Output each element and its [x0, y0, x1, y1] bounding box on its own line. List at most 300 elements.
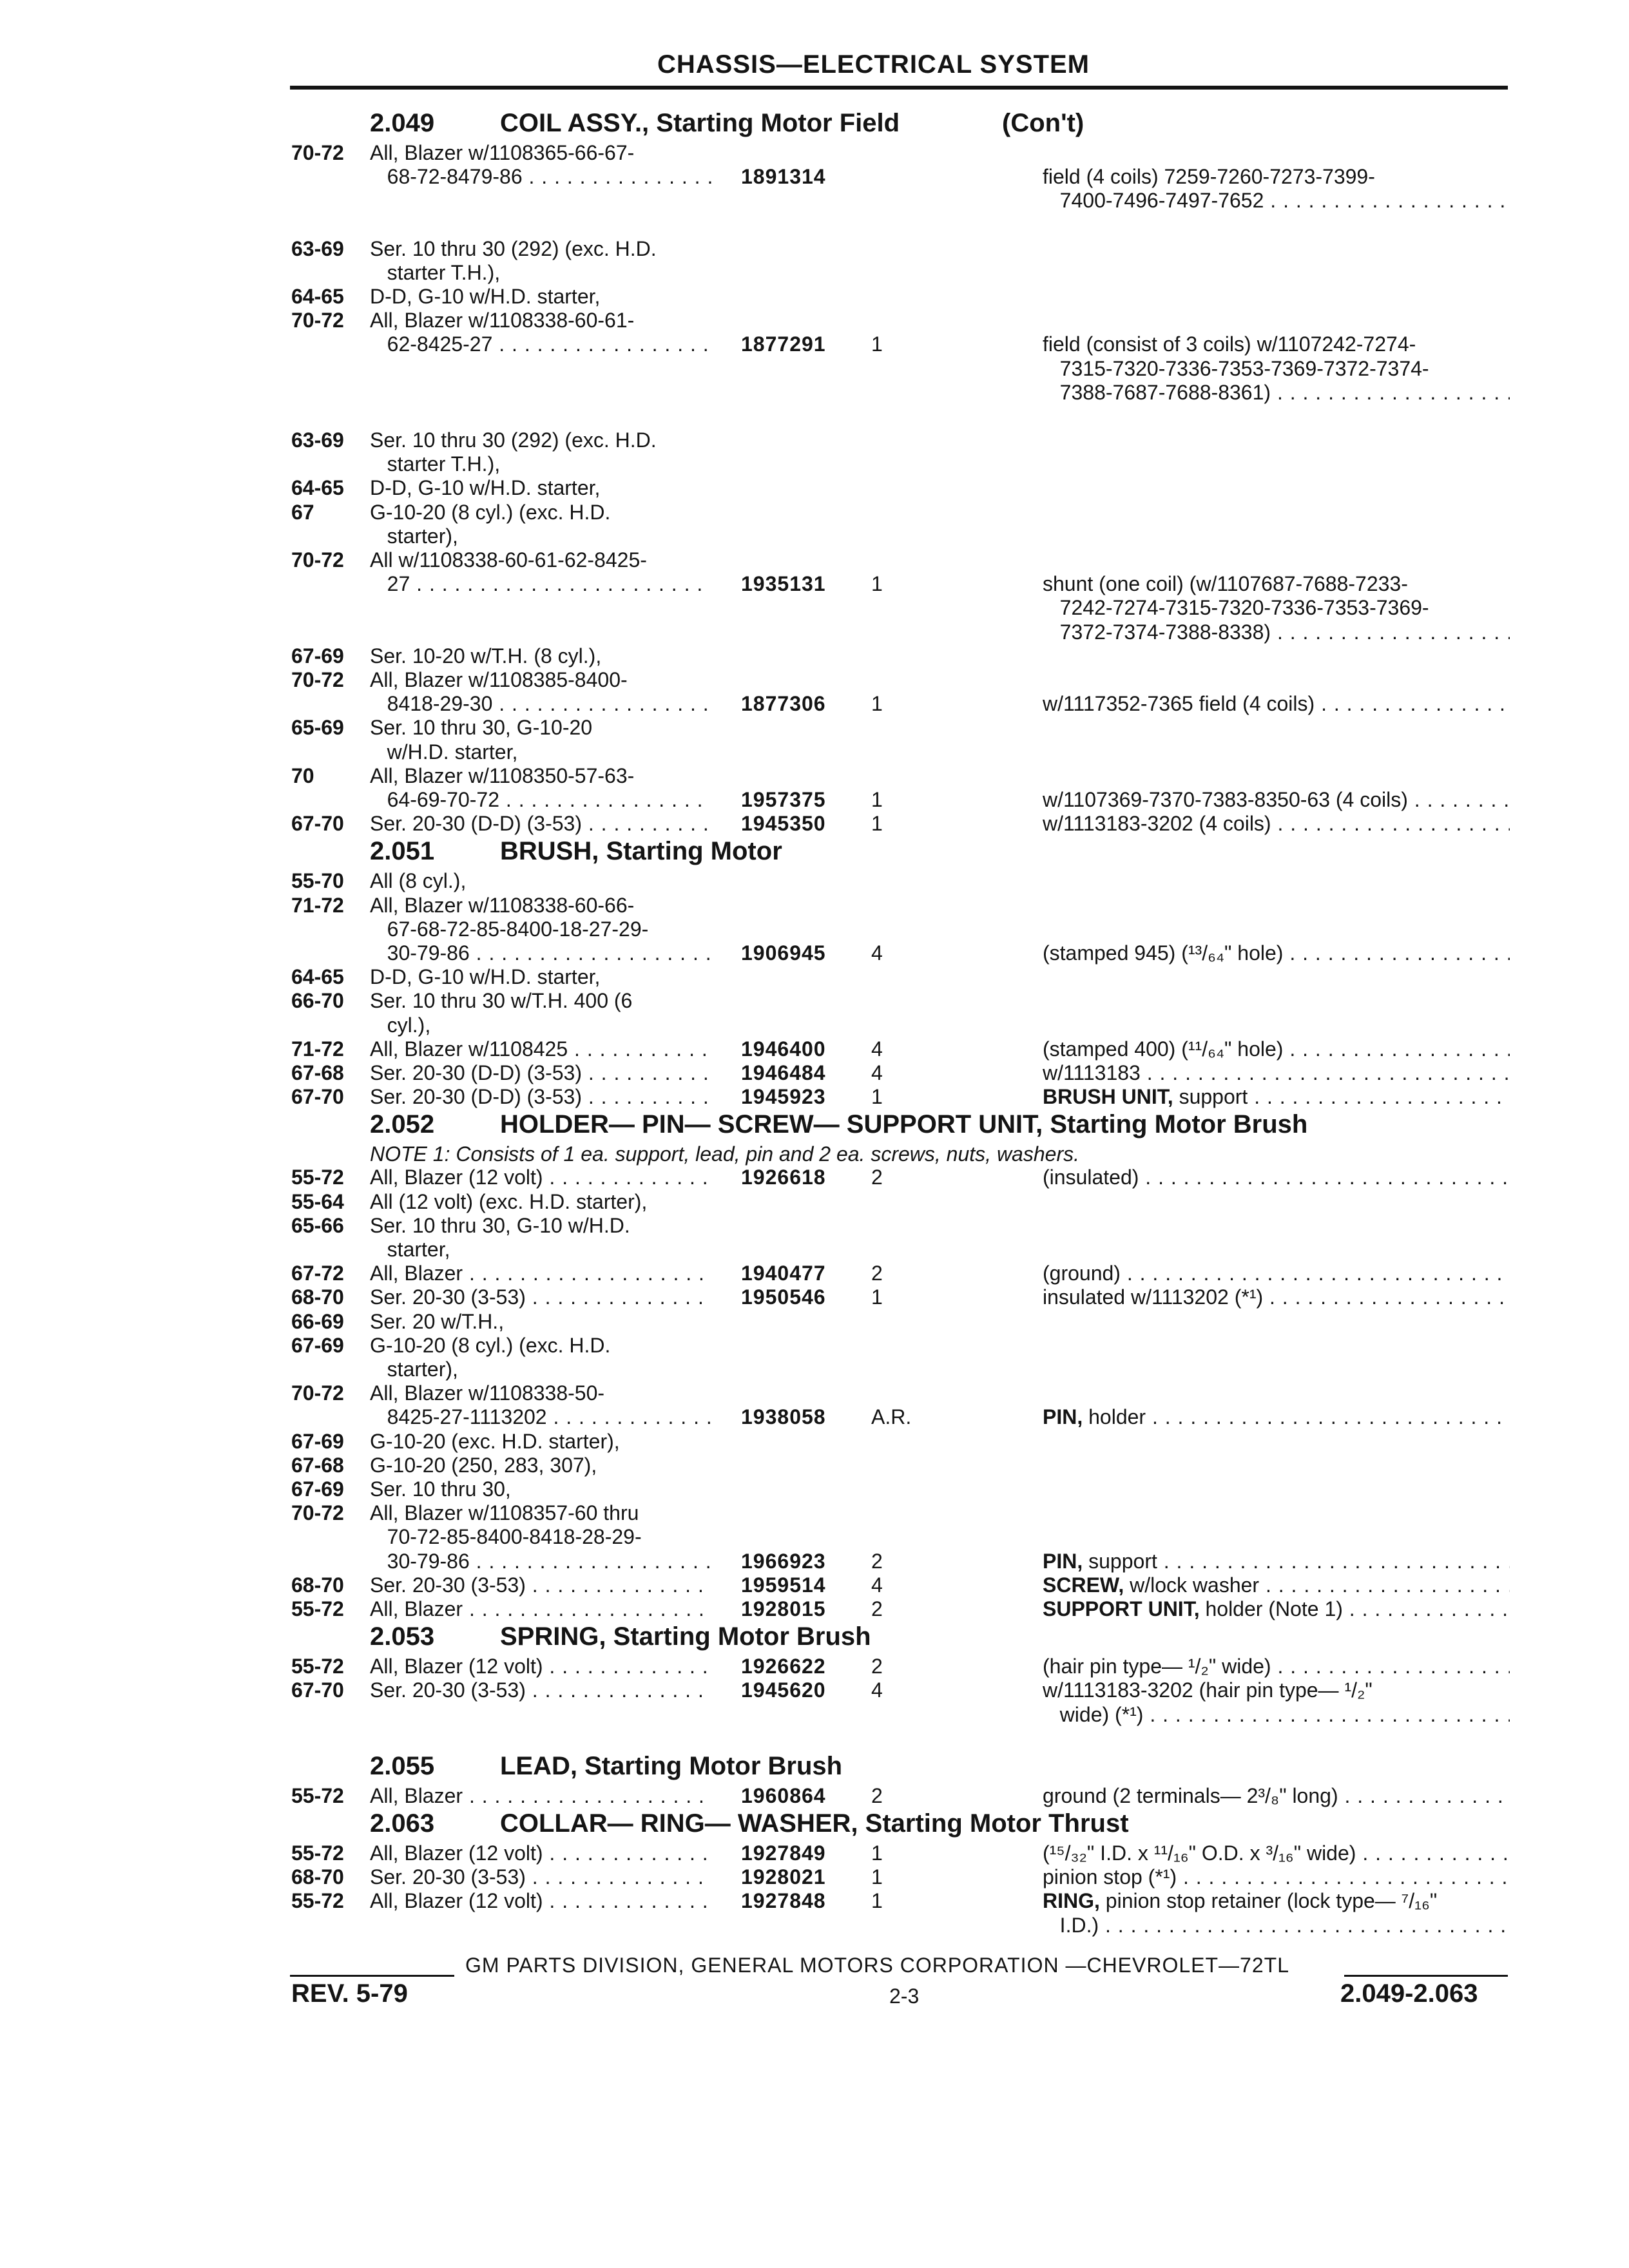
parts-row	[0, 620, 1629, 644]
note-text: NOTE 1: Consists of 1 ea. support, lead, pin and 2 ea. screws, nuts, washers.	[370, 1142, 1079, 1166]
application: All, Blazer w/1108357-60 thru	[370, 1501, 639, 1524]
application: 62-8425-27 . . .	[370, 332, 711, 356]
part-number: 1950546	[741, 1285, 826, 1309]
application: w/H.D. starter,	[370, 740, 518, 764]
description	[1043, 1549, 1510, 1573]
description-text: (hair pin type— ¹/₂" wide)	[1043, 1655, 1271, 1678]
description-text: w/1113183-3202 (4 coils)	[1043, 812, 1271, 835]
model-years: 64-65	[291, 965, 344, 988]
model-years: 67-69	[291, 1477, 344, 1501]
application: 30-79-86 . . .	[370, 1549, 711, 1573]
application: Ser. 20-30 (D-D) (3-53) . . .	[370, 811, 711, 836]
parts-row	[0, 1333, 1629, 1358]
model-years: 71-72	[291, 894, 344, 917]
quantity: 1	[871, 788, 883, 811]
description-term: PIN,	[1043, 1550, 1083, 1573]
application: Ser. 20-30 (3-53) . . .	[370, 1573, 711, 1597]
application: All, Blazer . . .	[370, 1597, 711, 1621]
description-text: pinion stop retainer (lock type— ⁷/₁₆"	[1099, 1889, 1438, 1912]
description-text: 7315-7320-7336-7353-7369-7372-7374-	[1043, 357, 1429, 380]
quantity: 4	[871, 1037, 883, 1061]
model-years: 70	[291, 764, 314, 787]
description-term: BRUSH UNIT,	[1043, 1085, 1173, 1108]
description-term: PIN,	[1043, 1405, 1083, 1428]
description	[1043, 164, 1510, 189]
description	[1043, 1888, 1510, 1913]
parts-row	[0, 284, 1629, 309]
part-number: 1935131	[741, 572, 826, 595]
parts-row	[0, 811, 1629, 836]
quantity: 1	[871, 572, 883, 595]
model-years: 55-70	[291, 869, 344, 892]
quantity: 1	[871, 1841, 883, 1865]
section-title: HOLDER— PIN— SCREW— SUPPORT UNIT, Starting Motor Brush	[500, 1110, 1308, 1139]
parts-row	[0, 1841, 1629, 1865]
part-number: 1877291	[741, 332, 826, 356]
description-text: insulated w/1113202 (*¹)	[1043, 1285, 1264, 1309]
model-years: 67-69	[291, 1430, 344, 1453]
quantity: 1	[871, 332, 883, 356]
application: G-10-20 (exc. H.D. starter),	[370, 1430, 620, 1453]
parts-row	[0, 1524, 1629, 1549]
section-title: BRUSH, Starting Motor	[500, 837, 782, 865]
application: 68-72-8479-86 . . .	[370, 164, 711, 189]
parts-row	[0, 260, 1629, 285]
quantity: 4	[871, 1061, 883, 1084]
model-years: 63-69	[291, 428, 344, 452]
parts-row	[0, 1084, 1629, 1109]
quantity: 4	[871, 1573, 883, 1597]
part-number: 1928015	[741, 1597, 826, 1620]
parts-row	[0, 893, 1629, 918]
part-number: 1940477	[741, 1262, 826, 1285]
application: All, Blazer w/1108350-57-63-	[370, 764, 635, 787]
description	[1043, 1702, 1510, 1727]
part-number: 1966923	[741, 1550, 826, 1573]
model-years: 70-72	[291, 309, 344, 332]
description	[1043, 1841, 1510, 1865]
model-years: 55-72	[291, 1166, 344, 1189]
parts-row	[0, 308, 1629, 332]
model-years: 55-72	[291, 1889, 344, 1912]
section-heading	[0, 1108, 1629, 1142]
description	[1043, 1084, 1510, 1109]
application: 64-69-70-72 . . .	[370, 787, 711, 812]
parts-row	[0, 452, 1629, 476]
section-note	[0, 1142, 1629, 1166]
description-text: w/1113183	[1043, 1061, 1141, 1084]
description-text: shunt (one coil) (w/1107687-7688-7233-	[1043, 572, 1408, 595]
parts-row	[0, 1309, 1629, 1334]
parts-row	[0, 356, 1629, 381]
application: All, Blazer . . .	[370, 1261, 711, 1285]
description	[1043, 1678, 1510, 1702]
description	[1043, 572, 1510, 596]
application: Ser. 20-30 (3-53) . . .	[370, 1285, 711, 1309]
parts-row	[0, 1165, 1629, 1189]
description-text: (ground)	[1043, 1262, 1121, 1285]
part-number: 1959514	[741, 1573, 826, 1597]
parts-row	[0, 1702, 1629, 1727]
application: Ser. 20 w/T.H.,	[370, 1310, 505, 1333]
section-heading	[0, 835, 1629, 869]
parts-row	[0, 668, 1629, 692]
parts-row	[0, 1357, 1629, 1381]
application: Ser. 10 thru 30,	[370, 1477, 511, 1501]
parts-row	[0, 1381, 1629, 1405]
description-text: (insulated)	[1043, 1166, 1139, 1189]
part-number: 1877306	[741, 692, 826, 715]
description-text: ground (2 terminals— 2³/₈" long)	[1043, 1784, 1338, 1807]
application: All, Blazer w/1108338-60-66-	[370, 894, 635, 917]
part-number: 1945923	[741, 1085, 826, 1108]
model-years: 68-70	[291, 1285, 344, 1309]
quantity: 1	[871, 812, 883, 835]
description	[1043, 1165, 1510, 1189]
description-text: field (consist of 3 coils) w/1107242-7274-	[1043, 332, 1416, 356]
description	[1043, 332, 1510, 356]
model-years: 65-69	[291, 716, 344, 739]
description	[1043, 595, 1510, 620]
section-number: 2.053	[370, 1622, 435, 1651]
parts-row	[0, 1189, 1629, 1214]
application: All, Blazer w/1108365-66-67-	[370, 141, 635, 164]
part-number: 1891314	[741, 165, 826, 188]
parts-row	[0, 1405, 1629, 1429]
section-heading	[0, 1750, 1629, 1783]
section-heading	[0, 107, 1629, 140]
part-number: 1927849	[741, 1841, 826, 1865]
part-number: 1945620	[741, 1678, 826, 1702]
description-text: (stamped 400) (¹¹/₆₄" hole)	[1043, 1037, 1284, 1061]
description	[1043, 356, 1510, 381]
model-years: 63-69	[291, 237, 344, 260]
section-title: COIL ASSY., Starting Motor Field	[500, 109, 900, 137]
application: Ser. 10 thru 30, G-10 w/H.D.	[370, 1214, 630, 1237]
application: All, Blazer . . .	[370, 1783, 711, 1808]
footer-page-number: 2-3	[889, 1984, 920, 2008]
application: All, Blazer w/1108338-50-	[370, 1381, 605, 1405]
application: 67-68-72-85-8400-18-27-29-	[370, 918, 649, 941]
application: All, Blazer (12 volt) . . .	[370, 1654, 711, 1678]
description	[1043, 1061, 1510, 1085]
application: D-D, G-10 w/H.D. starter,	[370, 965, 601, 988]
description-text: w/1113183-3202 (hair pin type— ¹/₂"	[1043, 1678, 1373, 1702]
parts-row	[0, 764, 1629, 788]
parts-row	[0, 1285, 1629, 1309]
section-number: 2.055	[370, 1752, 435, 1780]
application: Ser. 10-20 w/T.H. (8 cyl.),	[370, 644, 602, 668]
model-years: 66-69	[291, 1310, 344, 1333]
application: Ser. 10 thru 30 (292) (exc. H.D.	[370, 237, 657, 260]
quantity: 2	[871, 1655, 883, 1678]
quantity: 2	[871, 1262, 883, 1285]
parts-row	[0, 691, 1629, 716]
application: 27 . . .	[370, 572, 711, 596]
parts-row	[0, 1237, 1629, 1262]
part-number: 1926618	[741, 1166, 826, 1189]
description-text: wide) (*¹)	[1043, 1703, 1144, 1726]
description-text: holder	[1083, 1405, 1146, 1428]
application: All w/1108338-60-61-62-8425-	[370, 548, 647, 572]
part-number: 1906945	[741, 941, 826, 965]
section-continued: (Con't)	[1002, 109, 1084, 137]
application: Ser. 20-30 (3-53) . . .	[370, 1678, 711, 1702]
quantity: 4	[871, 1678, 883, 1702]
application: 8418-29-30 . . .	[370, 691, 711, 716]
application: G-10-20 (250, 283, 307),	[370, 1454, 597, 1477]
parts-row	[0, 476, 1629, 500]
model-years: 67-69	[291, 1334, 344, 1357]
description-text: support	[1083, 1550, 1157, 1573]
description-text: 7388-7687-7688-8361)	[1043, 381, 1271, 404]
application: starter),	[370, 1358, 458, 1381]
part-number: 1945350	[741, 812, 826, 835]
description	[1043, 1597, 1510, 1621]
description	[1043, 620, 1510, 644]
description	[1043, 1573, 1510, 1597]
description-text: w/1117352-7365 field (4 coils)	[1043, 692, 1315, 715]
parts-row	[0, 1913, 1629, 1937]
model-years: 67-70	[291, 1678, 344, 1702]
description-text: (stamped 945) (¹³/₆₄" hole)	[1043, 941, 1284, 965]
application: G-10-20 (8 cyl.) (exc. H.D.	[370, 501, 611, 524]
parts-row	[0, 548, 1629, 572]
description	[1043, 787, 1510, 812]
description	[1043, 811, 1510, 836]
parts-row	[0, 1477, 1629, 1501]
parts-row	[0, 1888, 1629, 1913]
model-years: 70-72	[291, 668, 344, 691]
parts-row	[0, 787, 1629, 812]
application: cyl.),	[370, 1014, 431, 1037]
description	[1043, 691, 1510, 716]
parts-row	[0, 1783, 1629, 1808]
model-years: 55-72	[291, 1655, 344, 1678]
parts-row	[0, 332, 1629, 356]
description	[1043, 1654, 1510, 1678]
application: starter T.H.),	[370, 452, 501, 476]
description	[1043, 188, 1510, 213]
parts-row	[0, 1549, 1629, 1573]
application: All, Blazer w/1108385-8400-	[370, 668, 628, 691]
application: All, Blazer w/1108425 . . .	[370, 1037, 711, 1061]
quantity: A.R.	[871, 1405, 912, 1428]
part-number: 1960864	[741, 1784, 826, 1807]
application: All, Blazer w/1108338-60-61-	[370, 309, 635, 332]
application: Ser. 20-30 (3-53) . . .	[370, 1865, 711, 1889]
model-years: 70-72	[291, 141, 344, 164]
section-title: LEAD, Starting Motor Brush	[500, 1752, 843, 1780]
description-text: w/1107369-7370-7383-8350-63 (4 coils)	[1043, 788, 1408, 811]
description-text: (¹⁵/₃₂" I.D. x ¹¹/₁₆" O.D. x ³/₁₆" wide)	[1043, 1841, 1356, 1865]
model-years: 70-72	[291, 548, 344, 572]
parts-row	[0, 941, 1629, 965]
footer-rule-right	[1344, 1975, 1508, 1977]
parts-row	[0, 500, 1629, 524]
part-number: 1938058	[741, 1405, 826, 1428]
parts-row	[0, 1013, 1629, 1037]
description-term: SCREW,	[1043, 1573, 1124, 1597]
quantity: 1	[871, 1085, 883, 1108]
model-years: 65-66	[291, 1214, 344, 1237]
application: All, Blazer (12 volt) . . .	[370, 1888, 711, 1913]
parts-row	[0, 988, 1629, 1013]
description-text: 7372-7374-7388-8338)	[1043, 620, 1271, 644]
model-years: 55-64	[291, 1190, 344, 1213]
model-years: 67-68	[291, 1061, 344, 1084]
model-years: 55-72	[291, 1841, 344, 1865]
description	[1043, 1285, 1510, 1309]
footer-section-range: 2.049-2.063	[1340, 1979, 1478, 2008]
quantity: 2	[871, 1784, 883, 1807]
application: 8425-27-1113202 . . .	[370, 1405, 711, 1429]
section-number: 2.051	[370, 837, 435, 865]
parts-row	[0, 1453, 1629, 1477]
parts-row	[0, 140, 1629, 165]
footer-rule-left	[290, 1975, 454, 1977]
quantity: 4	[871, 941, 883, 965]
parts-row	[0, 236, 1629, 261]
quantity: 2	[871, 1166, 883, 1189]
description-text: support	[1173, 1085, 1248, 1108]
part-number: 1946400	[741, 1037, 826, 1061]
parts-row	[0, 428, 1629, 452]
parts-row	[0, 1037, 1629, 1061]
application: Ser. 10 thru 30 (292) (exc. H.D.	[370, 428, 657, 452]
application: Ser. 20-30 (D-D) (3-53) . . .	[370, 1084, 711, 1109]
quantity: 2	[871, 1550, 883, 1573]
parts-row	[0, 595, 1629, 620]
description	[1043, 1261, 1510, 1285]
part-number: 1946484	[741, 1061, 826, 1084]
description	[1043, 1037, 1510, 1061]
parts-row	[0, 524, 1629, 548]
model-years: 71-72	[291, 1037, 344, 1061]
description-text: w/lock washer	[1124, 1573, 1260, 1597]
model-years: 67-72	[291, 1262, 344, 1285]
quantity: 1	[871, 692, 883, 715]
application: D-D, G-10 w/H.D. starter,	[370, 285, 601, 308]
description-text: 7242-7274-7315-7320-7336-7353-7369-	[1043, 596, 1429, 619]
parts-row	[0, 572, 1629, 596]
description	[1043, 1865, 1510, 1889]
parts-row	[0, 965, 1629, 989]
description-term: SUPPORT UNIT,	[1043, 1597, 1200, 1620]
description	[1043, 1783, 1510, 1808]
model-years: 70-72	[291, 1381, 344, 1405]
quantity: 1	[871, 1285, 883, 1309]
model-years: 67-68	[291, 1454, 344, 1477]
parts-row	[0, 1597, 1629, 1621]
description-term: RING,	[1043, 1889, 1100, 1912]
parts-row	[0, 188, 1629, 213]
parts-row	[0, 1429, 1629, 1454]
part-number: 1926622	[741, 1655, 826, 1678]
application: D-D, G-10 w/H.D. starter,	[370, 476, 601, 499]
description-text: pinion stop (*¹)	[1043, 1865, 1177, 1888]
model-years: 70-72	[291, 1501, 344, 1524]
description	[1043, 941, 1510, 965]
parts-row	[0, 917, 1629, 941]
application: starter T.H.),	[370, 261, 501, 284]
parts-row	[0, 644, 1629, 668]
model-years: 64-65	[291, 476, 344, 499]
model-years: 55-72	[291, 1597, 344, 1620]
model-years: 68-70	[291, 1865, 344, 1888]
description	[1043, 1913, 1510, 1937]
model-years: 67	[291, 501, 314, 524]
parts-row	[0, 1501, 1629, 1525]
parts-row	[0, 740, 1629, 764]
section-heading	[0, 1807, 1629, 1841]
model-years: 67-70	[291, 812, 344, 835]
application: starter,	[370, 1238, 450, 1261]
parts-row	[0, 1654, 1629, 1678]
parts-row	[0, 380, 1629, 405]
application: Ser. 10 thru 30, G-10-20	[370, 716, 593, 739]
section-title: SPRING, Starting Motor Brush	[500, 1622, 871, 1651]
model-years: 64-65	[291, 285, 344, 308]
parts-row	[0, 1573, 1629, 1597]
parts-row	[0, 715, 1629, 740]
description-text: holder (Note 1)	[1199, 1597, 1343, 1620]
application: 30-79-86 . . .	[370, 941, 711, 965]
parts-row	[0, 1213, 1629, 1238]
parts-row	[0, 1865, 1629, 1889]
quantity: 1	[871, 1889, 883, 1912]
description-text: field (4 coils) 7259-7260-7273-7399-	[1043, 165, 1375, 188]
description-text: I.D.)	[1043, 1914, 1099, 1937]
part-number: 1957375	[741, 788, 826, 811]
section-number: 2.063	[370, 1809, 435, 1838]
application: All (12 volt) (exc. H.D. starter),	[370, 1190, 648, 1213]
application: All, Blazer (12 volt) . . .	[370, 1841, 711, 1865]
section-number: 2.052	[370, 1110, 435, 1139]
quantity: 1	[871, 1865, 883, 1888]
footer-revision: REV. 5-79	[291, 1979, 408, 2008]
model-years: 66-70	[291, 989, 344, 1012]
parts-row	[0, 869, 1629, 893]
application: All (8 cyl.),	[370, 869, 467, 892]
description	[1043, 380, 1510, 405]
footer-division: GM PARTS DIVISION, GENERAL MOTORS CORPORATION —CHEVROLET—72TL	[465, 1954, 1289, 1977]
section-title: COLLAR— RING— WASHER, Starting Motor Thrust	[500, 1809, 1129, 1838]
section-heading	[0, 1620, 1629, 1654]
application: starter),	[370, 524, 458, 548]
parts-row	[0, 1061, 1629, 1085]
parts-row	[0, 164, 1629, 189]
quantity: 2	[871, 1597, 883, 1620]
parts-row	[0, 1261, 1629, 1285]
application: Ser. 10 thru 30 w/T.H. 400 (6	[370, 989, 633, 1012]
application: Ser. 20-30 (D-D) (3-53) . . .	[370, 1061, 711, 1085]
description-text: 7400-7496-7497-7652	[1043, 189, 1264, 212]
page-title: CHASSIS—ELECTRICAL SYSTEM	[657, 50, 1090, 79]
part-number: 1927848	[741, 1889, 826, 1912]
section-number: 2.049	[370, 109, 435, 137]
model-years: 55-72	[291, 1784, 344, 1807]
model-years: 67-69	[291, 644, 344, 668]
application: 70-72-85-8400-8418-28-29-	[370, 1525, 642, 1548]
part-number: 1928021	[741, 1865, 826, 1888]
application: All, Blazer (12 volt) . . .	[370, 1165, 711, 1189]
model-years: 68-70	[291, 1573, 344, 1597]
description	[1043, 1405, 1510, 1429]
application: G-10-20 (8 cyl.) (exc. H.D.	[370, 1334, 611, 1357]
model-years: 67-70	[291, 1085, 344, 1108]
parts-row	[0, 1678, 1629, 1702]
